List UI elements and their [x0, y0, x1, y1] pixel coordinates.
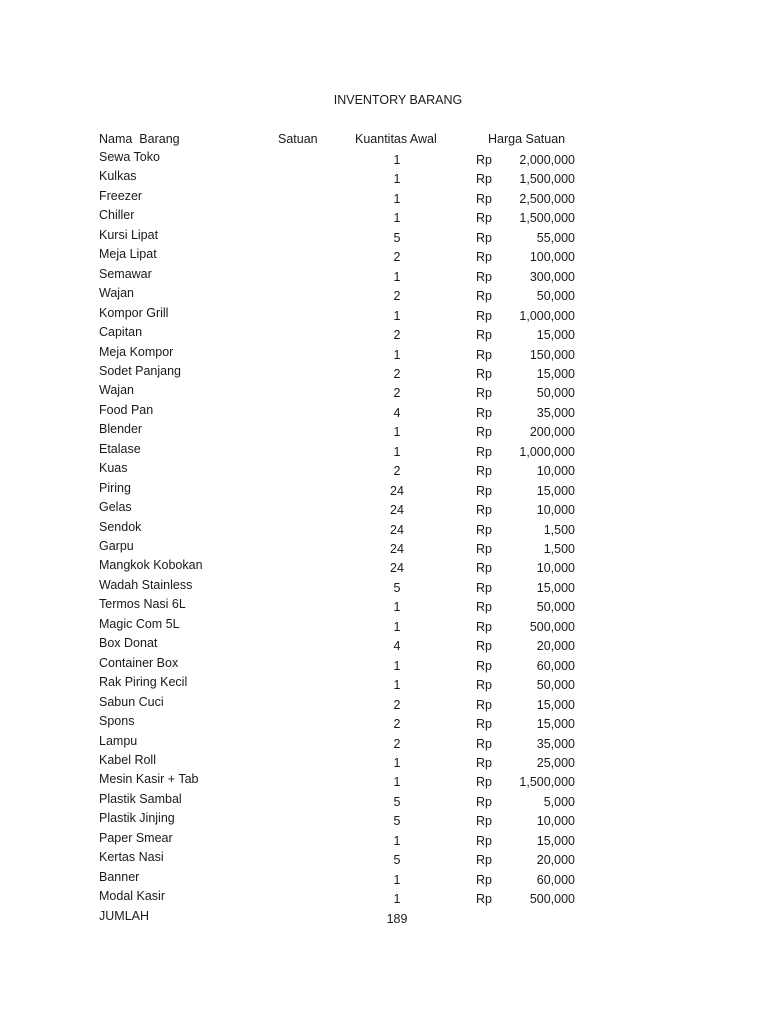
- item-currency: Rp: [476, 328, 492, 343]
- table-row: [0, 500, 768, 518]
- item-quantity: 1: [393, 191, 401, 206]
- item-name: Paper Smear: [99, 830, 173, 845]
- item-price: 15,000: [536, 697, 575, 712]
- item-name: Chiller: [99, 208, 135, 223]
- item-quantity: 5: [393, 853, 401, 868]
- item-price: 25,000: [536, 755, 575, 770]
- item-quantity: 2: [393, 717, 401, 732]
- item-name: Semawar: [99, 266, 152, 281]
- item-currency: Rp: [476, 600, 492, 615]
- item-price: 100,000: [529, 250, 575, 265]
- item-name: Kulkas: [99, 169, 137, 184]
- item-name: Wajan: [99, 286, 134, 301]
- item-quantity: 24: [390, 503, 404, 518]
- item-name: Sewa Toko: [99, 150, 160, 164]
- item-currency: Rp: [476, 366, 492, 381]
- table-row: [0, 617, 768, 635]
- item-currency: Rp: [476, 678, 492, 693]
- item-price: 15,000: [536, 717, 575, 732]
- item-currency: Rp: [476, 230, 492, 245]
- item-quantity: 2: [393, 328, 401, 343]
- table-row: [0, 734, 768, 752]
- item-price: 20,000: [536, 639, 575, 654]
- table-row: [0, 325, 768, 343]
- table-row: [0, 286, 768, 304]
- item-price: 1,500: [543, 542, 575, 556]
- item-currency: Rp: [476, 308, 492, 323]
- item-name: Food Pan: [99, 402, 154, 417]
- table-row: [0, 811, 768, 829]
- item-price: 60,000: [536, 658, 575, 673]
- header-kuantitas-awal: Kuantitas Awal: [355, 132, 437, 146]
- item-quantity: 4: [393, 639, 401, 654]
- item-price: 2,500,000: [519, 191, 575, 206]
- table-row: [0, 208, 768, 226]
- item-currency: Rp: [476, 697, 492, 712]
- item-price: 10,000: [536, 464, 575, 479]
- item-name: Blender: [99, 422, 143, 437]
- item-name: Banner: [99, 869, 140, 884]
- item-currency: Rp: [476, 639, 492, 654]
- item-currency: Rp: [476, 405, 492, 420]
- table-row: [0, 383, 768, 401]
- table-row: [0, 228, 768, 246]
- item-quantity: 2: [393, 386, 401, 401]
- item-quantity: 1: [393, 755, 401, 770]
- table-row: [0, 772, 768, 790]
- item-name: Capitan: [99, 325, 143, 340]
- item-price: 15,000: [536, 328, 575, 343]
- item-name: Wadah Stainless: [99, 577, 193, 592]
- item-currency: Rp: [476, 386, 492, 401]
- total-label: JUMLAH: [99, 908, 150, 923]
- item-currency: Rp: [476, 814, 492, 829]
- item-quantity: 1: [393, 211, 401, 226]
- item-price: 1,000,000: [519, 444, 575, 459]
- item-currency: Rp: [476, 658, 492, 673]
- table-row: [0, 345, 768, 363]
- table-row: [0, 247, 768, 265]
- item-quantity: 1: [393, 347, 401, 362]
- item-price: 150,000: [529, 347, 575, 362]
- item-quantity: 24: [390, 522, 404, 537]
- item-name: Mangkok Kobokan: [99, 558, 203, 573]
- item-currency: Rp: [476, 250, 492, 265]
- table-row: [0, 870, 768, 888]
- item-name: Meja Lipat: [99, 247, 157, 262]
- item-name: Rak Piring Kecil: [99, 675, 188, 690]
- item-price: 60,000: [536, 872, 575, 887]
- item-currency: Rp: [476, 736, 492, 751]
- item-name: Modal Kasir: [99, 889, 165, 904]
- item-quantity: 2: [393, 289, 401, 304]
- item-name: Gelas: [99, 500, 132, 515]
- table-row: [0, 850, 768, 868]
- item-quantity: 24: [390, 542, 404, 556]
- table-row: [0, 597, 768, 615]
- item-price: 1,000,000: [519, 308, 575, 323]
- table-row: [0, 714, 768, 732]
- item-price: 15,000: [536, 483, 575, 498]
- item-price: 55,000: [536, 230, 575, 245]
- table-row: [0, 656, 768, 674]
- item-price: 10,000: [536, 814, 575, 829]
- item-name: Etalase: [99, 441, 141, 456]
- table-row: [0, 636, 768, 654]
- item-currency: Rp: [476, 619, 492, 634]
- item-quantity: 4: [393, 405, 401, 420]
- item-name: Lampu: [99, 733, 138, 748]
- table-row: [0, 267, 768, 285]
- item-price: 35,000: [536, 405, 575, 420]
- item-price: 1,500,000: [519, 172, 575, 187]
- item-name: Mesin Kasir + Tab: [99, 772, 199, 787]
- table-row: [0, 364, 768, 382]
- item-price: 15,000: [536, 833, 575, 848]
- item-currency: Rp: [476, 561, 492, 576]
- item-name: Piring: [99, 480, 131, 495]
- table-row: [0, 695, 768, 713]
- item-currency: Rp: [476, 755, 492, 770]
- item-name: Kabel Roll: [99, 752, 156, 767]
- item-name: Garpu: [99, 539, 134, 553]
- total-row: [0, 909, 768, 927]
- item-currency: Rp: [476, 853, 492, 868]
- item-name: Plastik Sambal: [99, 791, 182, 806]
- header-harga-satuan: Harga Satuan: [488, 132, 566, 146]
- item-currency: Rp: [476, 503, 492, 518]
- item-quantity: 2: [393, 464, 401, 479]
- table-row: [0, 792, 768, 810]
- table-row: [0, 675, 768, 693]
- item-price: 35,000: [536, 736, 575, 751]
- item-currency: Rp: [476, 775, 492, 790]
- item-currency: Rp: [476, 191, 492, 206]
- item-price: 50,000: [536, 600, 575, 615]
- item-price: 10,000: [536, 561, 575, 576]
- item-quantity: 1: [393, 775, 401, 790]
- item-currency: Rp: [476, 153, 492, 167]
- item-name: Meja Kompor: [99, 344, 174, 359]
- item-price: 50,000: [536, 386, 575, 401]
- table-row: [0, 150, 768, 168]
- item-currency: Rp: [476, 444, 492, 459]
- item-quantity: 1: [393, 892, 401, 907]
- item-price: 5,000: [543, 794, 575, 809]
- item-quantity: 1: [393, 833, 401, 848]
- item-currency: Rp: [476, 347, 492, 362]
- item-currency: Rp: [476, 542, 492, 556]
- table-row: [0, 539, 768, 557]
- item-price: 1,500: [543, 522, 575, 537]
- item-name: Sabun Cuci: [99, 694, 164, 709]
- item-name: Wajan: [99, 383, 134, 398]
- table-row: [0, 831, 768, 849]
- item-currency: Rp: [476, 522, 492, 537]
- item-currency: Rp: [476, 289, 492, 304]
- item-currency: Rp: [476, 269, 492, 284]
- item-price: 50,000: [536, 678, 575, 693]
- item-price: 15,000: [536, 366, 575, 381]
- item-price: 20,000: [536, 853, 575, 868]
- total-quantity: 189: [386, 911, 408, 926]
- table-header: [0, 132, 768, 150]
- item-name: Kursi Lipat: [99, 227, 159, 242]
- item-quantity: 5: [393, 794, 401, 809]
- item-currency: Rp: [476, 717, 492, 732]
- item-currency: Rp: [476, 892, 492, 907]
- table-row: [0, 169, 768, 187]
- item-price: 500,000: [529, 892, 575, 907]
- item-name: Kompor Grill: [99, 305, 169, 320]
- item-quantity: 1: [393, 600, 401, 615]
- item-currency: Rp: [476, 425, 492, 440]
- item-currency: Rp: [476, 464, 492, 479]
- table-row: [0, 578, 768, 596]
- table-row: [0, 558, 768, 576]
- item-quantity: 1: [393, 658, 401, 673]
- item-name: Spons: [99, 714, 135, 729]
- item-currency: Rp: [476, 794, 492, 809]
- item-name: Box Donat: [99, 636, 158, 651]
- item-currency: Rp: [476, 211, 492, 226]
- item-name: Freezer: [99, 188, 143, 203]
- item-name: Plastik Jinjing: [99, 811, 175, 826]
- table-row: [0, 403, 768, 421]
- item-currency: Rp: [476, 172, 492, 187]
- table-row: [0, 306, 768, 324]
- table-row: [0, 422, 768, 440]
- item-name: Magic Com 5L: [99, 616, 180, 631]
- item-quantity: 1: [393, 153, 401, 167]
- table-row: [0, 442, 768, 460]
- item-quantity: 2: [393, 366, 401, 381]
- item-name: Sendok: [99, 519, 142, 534]
- item-quantity: 1: [393, 619, 401, 634]
- item-quantity: 24: [390, 483, 404, 498]
- item-quantity: 1: [393, 872, 401, 887]
- item-quantity: 5: [393, 230, 401, 245]
- item-currency: Rp: [476, 580, 492, 595]
- item-quantity: 1: [393, 678, 401, 693]
- header-satuan: Satuan: [278, 132, 318, 146]
- table-row: [0, 189, 768, 207]
- item-quantity: 24: [390, 561, 404, 576]
- item-quantity: 2: [393, 736, 401, 751]
- table-row: [0, 753, 768, 771]
- table-row: [0, 461, 768, 479]
- item-price: 15,000: [536, 580, 575, 595]
- header-nama-barang: Nama Barang: [99, 132, 180, 146]
- item-price: 1,500,000: [519, 775, 575, 790]
- item-name: Kuas: [99, 461, 128, 476]
- item-name: Sodet Panjang: [99, 363, 182, 378]
- table-row: [0, 520, 768, 538]
- item-price: 50,000: [536, 289, 575, 304]
- item-quantity: 2: [393, 250, 401, 265]
- page-title: INVENTORY BARANG: [333, 93, 463, 107]
- item-price: 1,500,000: [519, 211, 575, 226]
- item-price: 200,000: [529, 425, 575, 440]
- item-price: 500,000: [529, 619, 575, 634]
- item-currency: Rp: [476, 872, 492, 887]
- item-quantity: 1: [393, 425, 401, 440]
- item-quantity: 1: [393, 172, 401, 187]
- item-name: Container Box: [99, 655, 179, 670]
- item-price: 2,000,000: [519, 153, 575, 167]
- item-name: Kertas Nasi: [99, 850, 164, 865]
- item-quantity: 1: [393, 308, 401, 323]
- item-quantity: 2: [393, 697, 401, 712]
- table-row: [0, 481, 768, 499]
- item-currency: Rp: [476, 483, 492, 498]
- item-quantity: 5: [393, 580, 401, 595]
- item-price: 10,000: [536, 503, 575, 518]
- item-quantity: 1: [393, 269, 401, 284]
- item-price: 300,000: [529, 269, 575, 284]
- item-name: Termos Nasi 6L: [99, 597, 186, 612]
- table-row: [0, 889, 768, 907]
- item-quantity: 1: [393, 444, 401, 459]
- item-currency: Rp: [476, 833, 492, 848]
- item-quantity: 5: [393, 814, 401, 829]
